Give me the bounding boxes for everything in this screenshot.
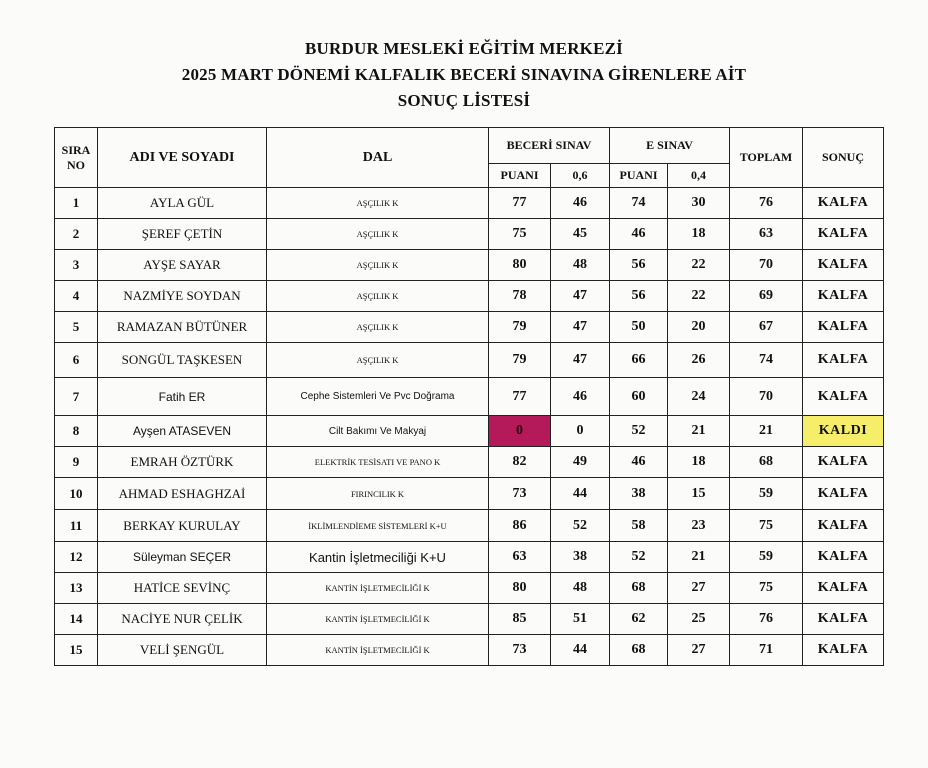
- result-status: KALFA: [803, 312, 884, 343]
- e-exam-weighted: 25: [668, 604, 730, 635]
- beceri-score: 75: [489, 219, 551, 250]
- result-status: KALFA: [803, 250, 884, 281]
- row-number: 3: [55, 250, 98, 281]
- result-status: KALDI: [803, 416, 884, 447]
- branch-name: AŞÇILIK K: [267, 188, 489, 219]
- student-name: VELİ ŞENGÜL: [98, 635, 267, 666]
- e-exam-score: 50: [610, 312, 668, 343]
- table-row: [55, 510, 884, 542]
- result-status: KALFA: [803, 573, 884, 604]
- table-row: [55, 478, 884, 510]
- row-number: 9: [55, 447, 98, 478]
- result-status: KALFA: [803, 447, 884, 478]
- beceri-score: 77: [489, 378, 551, 416]
- total-score: 76: [730, 188, 803, 219]
- table-row: [55, 416, 884, 447]
- student-name: AHMAD ESHAGHZAİ: [98, 478, 267, 510]
- student-name: AYŞE SAYAR: [98, 250, 267, 281]
- e-exam-score: 74: [610, 188, 668, 219]
- beceri-score: 82: [489, 447, 551, 478]
- table-row: [55, 281, 884, 312]
- row-number: 12: [55, 542, 98, 573]
- table-row: [55, 604, 884, 635]
- beceri-score: 77: [489, 188, 551, 219]
- beceri-weighted: 47: [551, 312, 610, 343]
- branch-name: KANTİN İŞLETMECİLİĞİ K: [267, 573, 489, 604]
- table-row: [55, 219, 884, 250]
- e-exam-score: 66: [610, 343, 668, 378]
- row-number: 7: [55, 378, 98, 416]
- row-number: 5: [55, 312, 98, 343]
- total-score: 69: [730, 281, 803, 312]
- e-exam-score: 46: [610, 219, 668, 250]
- total-score: 74: [730, 343, 803, 378]
- beceri-score: 80: [489, 573, 551, 604]
- beceri-weighted: 47: [551, 281, 610, 312]
- e-exam-weighted: 18: [668, 447, 730, 478]
- e-exam-score: 56: [610, 250, 668, 281]
- table-row: [55, 188, 884, 219]
- col-header-e-coef: 0,4: [668, 164, 730, 188]
- branch-name: KANTİN İŞLETMECİLİĞİ K: [267, 604, 489, 635]
- beceri-score: 78: [489, 281, 551, 312]
- e-exam-score: 46: [610, 447, 668, 478]
- e-exam-weighted: 21: [668, 416, 730, 447]
- student-name: NACİYE NUR ÇELİK: [98, 604, 267, 635]
- table-row: [55, 635, 884, 666]
- e-exam-score: 56: [610, 281, 668, 312]
- e-exam-score: 58: [610, 510, 668, 542]
- result-status: KALFA: [803, 188, 884, 219]
- total-score: 67: [730, 312, 803, 343]
- table-row: [55, 343, 884, 378]
- total-score: 68: [730, 447, 803, 478]
- table-row: [55, 312, 884, 343]
- col-header-beceri-coef: 0,6: [551, 164, 610, 188]
- col-header-toplam: TOPLAM: [730, 128, 803, 188]
- e-exam-weighted: 15: [668, 478, 730, 510]
- results-body: [55, 188, 884, 666]
- student-name: SONGÜL TAŞKESEN: [98, 343, 267, 378]
- total-score: 63: [730, 219, 803, 250]
- table-row: [55, 378, 884, 416]
- branch-name: KANTİN İŞLETMECİLİĞİ K: [267, 635, 489, 666]
- beceri-weighted: 47: [551, 343, 610, 378]
- row-number: 10: [55, 478, 98, 510]
- beceri-weighted: 48: [551, 573, 610, 604]
- document-header: [0, 36, 928, 114]
- student-name: Fatih ER: [98, 378, 267, 416]
- e-exam-score: 52: [610, 542, 668, 573]
- branch-name: ELEKTRİK TESİSATI VE PANO K: [267, 447, 489, 478]
- result-status: KALFA: [803, 635, 884, 666]
- branch-name: AŞÇILIK K: [267, 250, 489, 281]
- row-number: 2: [55, 219, 98, 250]
- e-exam-weighted: 20: [668, 312, 730, 343]
- beceri-weighted: 49: [551, 447, 610, 478]
- beceri-score: 0: [489, 416, 551, 447]
- e-exam-weighted: 30: [668, 188, 730, 219]
- e-exam-weighted: 21: [668, 542, 730, 573]
- total-score: 75: [730, 573, 803, 604]
- beceri-score: 63: [489, 542, 551, 573]
- beceri-weighted: 52: [551, 510, 610, 542]
- col-header-beceri-puani: PUANI: [489, 164, 551, 188]
- branch-name: Cilt Bakımı Ve Makyaj: [267, 416, 489, 447]
- col-header-sira-no: SIRA NO: [55, 128, 98, 188]
- e-exam-weighted: 27: [668, 635, 730, 666]
- col-header-sonuc: SONUÇ: [803, 128, 884, 188]
- e-exam-weighted: 26: [668, 343, 730, 378]
- result-status: KALFA: [803, 378, 884, 416]
- result-status: KALFA: [803, 219, 884, 250]
- list-title: SONUÇ LİSTESİ: [397, 91, 531, 110]
- result-status: KALFA: [803, 343, 884, 378]
- student-name: ŞEREF ÇETİN: [98, 219, 267, 250]
- student-name: HATİCE SEVİNÇ: [98, 573, 267, 604]
- student-name: RAMAZAN BÜTÜNER: [98, 312, 267, 343]
- e-exam-score: 62: [610, 604, 668, 635]
- table-row: [55, 542, 884, 573]
- e-exam-score: 60: [610, 378, 668, 416]
- beceri-weighted: 46: [551, 378, 610, 416]
- total-score: 70: [730, 378, 803, 416]
- table-row: [55, 447, 884, 478]
- beceri-score: 85: [489, 604, 551, 635]
- beceri-score: 79: [489, 343, 551, 378]
- e-exam-score: 68: [610, 635, 668, 666]
- total-score: 70: [730, 250, 803, 281]
- row-number: 14: [55, 604, 98, 635]
- branch-name: FIRINCILIK K: [267, 478, 489, 510]
- student-name: Süleyman SEÇER: [98, 542, 267, 573]
- result-status: KALFA: [803, 542, 884, 573]
- e-exam-weighted: 27: [668, 573, 730, 604]
- beceri-weighted: 44: [551, 478, 610, 510]
- beceri-weighted: 44: [551, 635, 610, 666]
- col-header-e-puani: PUANI: [610, 164, 668, 188]
- student-name: BERKAY KURULAY: [98, 510, 267, 542]
- exam-title: 2025 MART DÖNEMİ KALFALIK BECERİ SINAVINA GİRENLERE AİT: [181, 65, 747, 84]
- beceri-weighted: 46: [551, 188, 610, 219]
- result-status: KALFA: [803, 604, 884, 635]
- beceri-score: 73: [489, 635, 551, 666]
- beceri-score: 73: [489, 478, 551, 510]
- total-score: 76: [730, 604, 803, 635]
- branch-name: AŞÇILIK K: [267, 312, 489, 343]
- branch-name: Kantin İşletmeciliği K+U: [267, 542, 489, 573]
- branch-name: AŞÇILIK K: [267, 281, 489, 312]
- col-header-dal: DAL: [267, 128, 489, 188]
- col-header-name: ADI VE SOYADI: [98, 128, 267, 188]
- total-score: 59: [730, 542, 803, 573]
- institution-title: BURDUR MESLEKİ EĞİTİM MERKEZİ: [305, 39, 623, 58]
- table-row: [55, 250, 884, 281]
- student-name: NAZMİYE SOYDAN: [98, 281, 267, 312]
- beceri-weighted: 45: [551, 219, 610, 250]
- total-score: 21: [730, 416, 803, 447]
- e-exam-score: 68: [610, 573, 668, 604]
- branch-name: AŞÇILIK K: [267, 219, 489, 250]
- result-status: KALFA: [803, 478, 884, 510]
- row-number: 8: [55, 416, 98, 447]
- total-score: 71: [730, 635, 803, 666]
- beceri-score: 79: [489, 312, 551, 343]
- beceri-score: 80: [489, 250, 551, 281]
- student-name: EMRAH ÖZTÜRK: [98, 447, 267, 478]
- student-name: AYLA GÜL: [98, 188, 267, 219]
- e-exam-weighted: 18: [668, 219, 730, 250]
- student-name: Ayşen ATASEVEN: [98, 416, 267, 447]
- row-number: 1: [55, 188, 98, 219]
- branch-name: AŞÇILIK K: [267, 343, 489, 378]
- beceri-weighted: 51: [551, 604, 610, 635]
- branch-name: Cephe Sistemleri Ve Pvc Doğrama: [267, 378, 489, 416]
- e-exam-score: 52: [610, 416, 668, 447]
- branch-name: İKLİMLENDİEME SİSTEMLERİ K+U: [267, 510, 489, 542]
- beceri-weighted: 48: [551, 250, 610, 281]
- result-status: KALFA: [803, 510, 884, 542]
- col-header-e-sinav: E SINAV: [610, 128, 730, 164]
- e-exam-weighted: 23: [668, 510, 730, 542]
- total-score: 59: [730, 478, 803, 510]
- e-exam-weighted: 24: [668, 378, 730, 416]
- beceri-score: 86: [489, 510, 551, 542]
- beceri-weighted: 0: [551, 416, 610, 447]
- result-status: KALFA: [803, 281, 884, 312]
- results-table: [54, 127, 884, 666]
- total-score: 75: [730, 510, 803, 542]
- row-number: 6: [55, 343, 98, 378]
- e-exam-score: 38: [610, 478, 668, 510]
- beceri-weighted: 38: [551, 542, 610, 573]
- table-row: [55, 573, 884, 604]
- row-number: 11: [55, 510, 98, 542]
- col-header-beceri: BECERİ SINAV: [489, 128, 610, 164]
- e-exam-weighted: 22: [668, 250, 730, 281]
- e-exam-weighted: 22: [668, 281, 730, 312]
- row-number: 15: [55, 635, 98, 666]
- row-number: 4: [55, 281, 98, 312]
- row-number: 13: [55, 573, 98, 604]
